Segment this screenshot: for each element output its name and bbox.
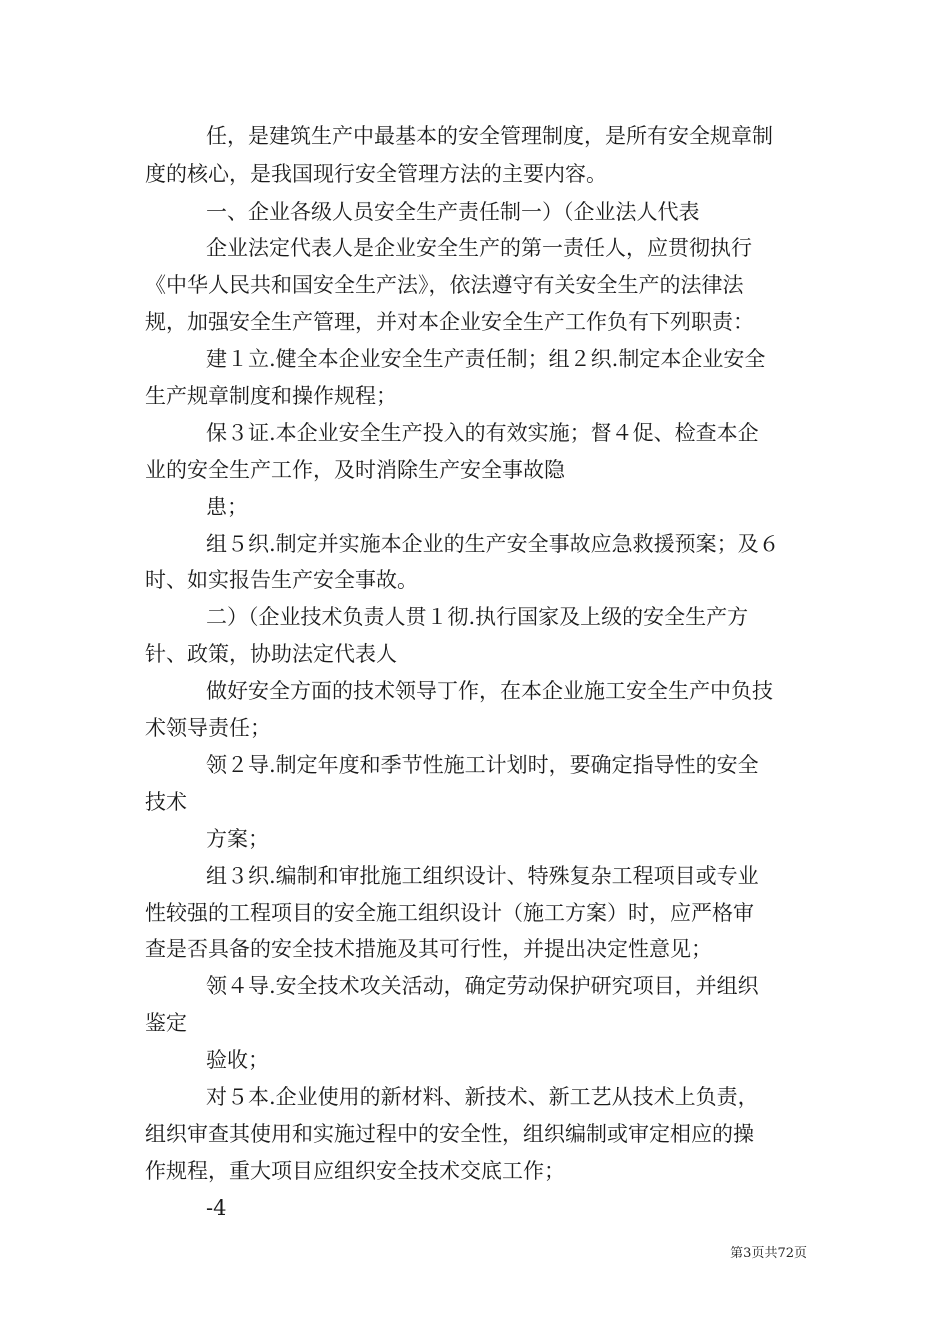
body-text-line: 性较强的工程项目的安全施工组织设计（施工方案）时，应严格审 [145, 901, 754, 925]
body-text-line: 二）（企业技术负责人贯１彻.执行国家及上级的安全生产方 [206, 605, 749, 629]
body-text-line: 组织审查其使用和实施过程中的安全性，组织编制或审定相应的操 [145, 1122, 754, 1146]
body-text-line: 针、政策，协助法定代表人 [145, 642, 397, 666]
body-text-line: 做好安全方面的技术领导丁作，在本企业施工安全生产中负技 [206, 679, 773, 703]
body-text-line: 作规程，重大项目应组织安全技术交底工作； [145, 1159, 565, 1183]
body-text-line: 保３证.本企业安全生产投入的有效实施；督４促、检查本企 [206, 421, 759, 445]
body-text-line: 组５织.制定并实施本企业的生产安全事故应急救援预案；及６ [206, 532, 780, 556]
body-text-line: 术领导责任； [145, 716, 271, 740]
body-text-line: 生产规章制度和操作规程； [145, 384, 397, 408]
body-text-line: 验收； [206, 1048, 269, 1072]
body-text-line: 时、如实报告生产安全事故。 [145, 568, 418, 592]
page-number-footer: 第3页共72页 [730, 1246, 807, 1261]
body-text-line: 建１立.健全本企业安全生产责任制；组２织.制定本企业安全 [206, 347, 766, 371]
body-text-line: 技术 [145, 790, 187, 814]
body-text-line: 《中华人民共和国安全生产法》，依法遵守有关安全生产的法律法 [145, 273, 744, 297]
body-text-line: 组３织.编制和审批施工组织设计、特殊复杂工程项目或专业 [206, 864, 759, 888]
body-text-line: 领２导.制定年度和季节性施工计划时，要确定指导性的安全 [206, 753, 759, 777]
body-text-line: 方案； [206, 827, 269, 851]
body-text-line: 任，是建筑生产中最基本的安全管理制度，是所有安全规章制 [206, 124, 773, 148]
body-text-line: 业的安全生产工作，及时消除生产安全事故隐 [145, 458, 565, 482]
body-text-line: 规，加强安全生产管理，并对本企业安全生产工作负有下列职责： [145, 310, 754, 334]
body-text-line: 鉴定 [145, 1011, 187, 1035]
body-text-line: 查是否具备的安全技术措施及其可行性，并提出决定性意见； [145, 937, 712, 961]
body-text-line: 领４导.安全技术攻关活动，确定劳动保护研究项目，并组织 [206, 974, 759, 998]
body-text-line: 企业法定代表人是企业安全生产的第一责任人，应贯彻执行 [206, 236, 752, 260]
body-text-line: 度的核心，是我国现行安全管理方法的主要内容。 [145, 162, 607, 186]
body-text-line: -4 [206, 1196, 227, 1220]
body-text-line: 一、企业各级人员安全生产责任制一）（企业法人代表 [206, 200, 700, 224]
body-text-line: 对５本.企业使用的新材料、新技术、新工艺从技术上负责， [206, 1085, 759, 1109]
body-text-line: 患； [206, 495, 248, 519]
